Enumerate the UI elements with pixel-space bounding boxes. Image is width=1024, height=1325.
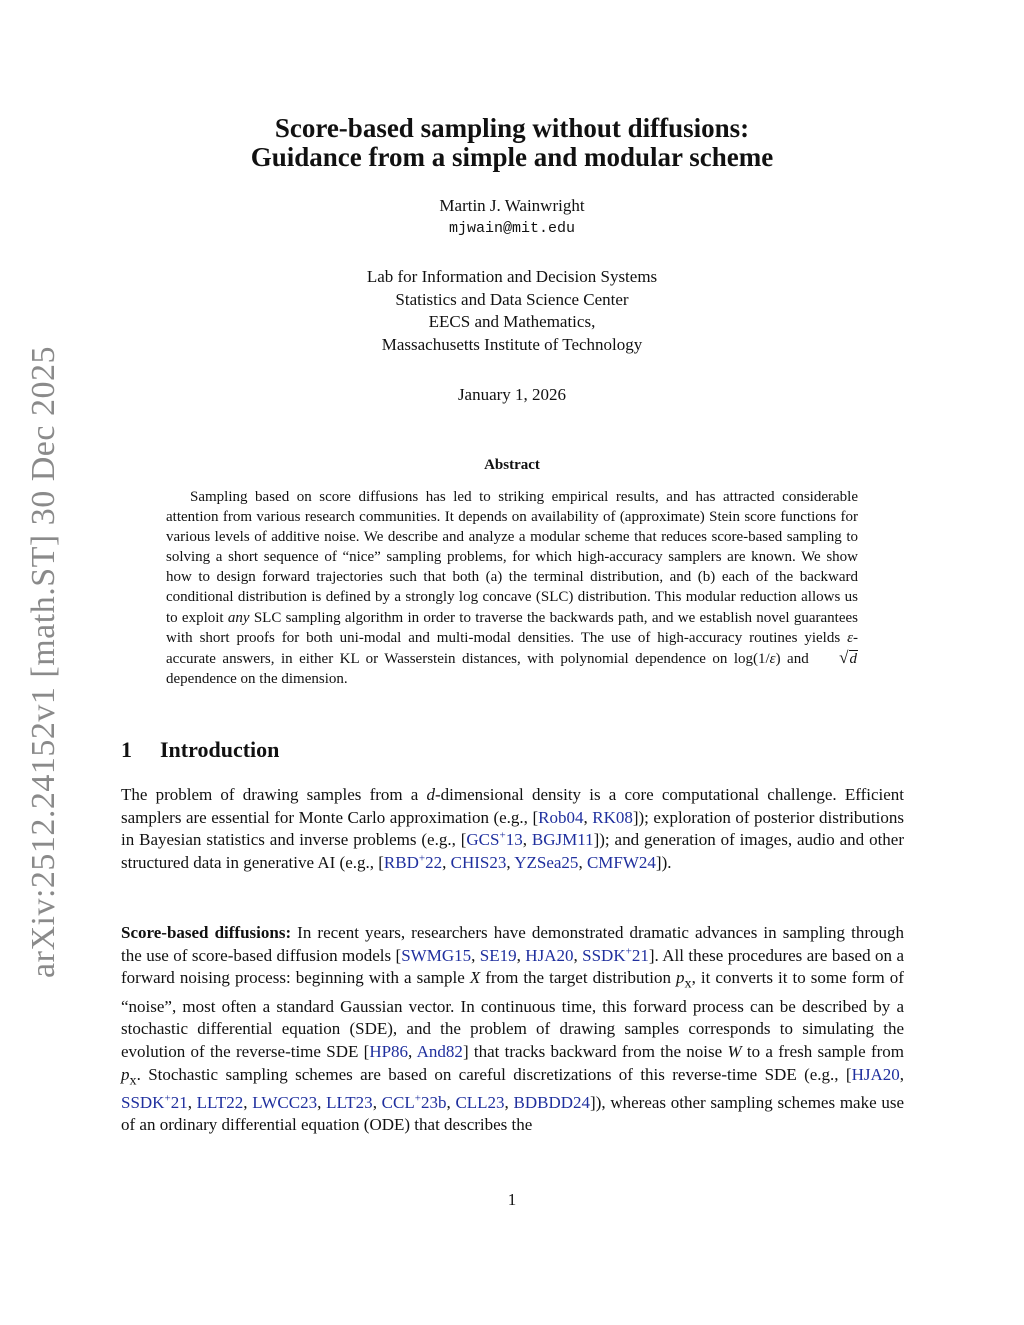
arxiv-side-stamp: arXiv:2512.24152v1 [math.ST] 30 Dec 2025: [25, 346, 62, 978]
math-sqrt-d: [815, 648, 858, 669]
citation-link[interactable]: SE19: [479, 945, 517, 965]
text-run: ,: [442, 853, 451, 873]
affiliations: [0, 266, 1024, 357]
text-run: In recent years, researchers have demonstrated dramatic advances in sampling through the use of score-based diffusion models [: [121, 923, 904, 965]
sqrt-argument: d: [849, 650, 857, 667]
citation-link[interactable]: LLT23: [326, 1092, 373, 1112]
text-run: ,: [583, 807, 593, 827]
affiliation-line: Lab for Information and Decision Systems: [366, 267, 658, 286]
intro-paragraph-2: [121, 922, 904, 1137]
citation-link[interactable]: HJA20: [851, 1064, 900, 1084]
text-run: ,: [516, 945, 526, 965]
citation-link[interactable]: CLL23: [455, 1092, 505, 1112]
abstract-part: dependence on the dimension.: [166, 670, 348, 687]
text-run: ]. All these procedures are based on a forward noising process: beginning with a sample: [121, 945, 904, 988]
citation-link[interactable]: LWCC23: [252, 1092, 318, 1112]
citation-link[interactable]: BDBDD24: [513, 1092, 591, 1112]
citation-link[interactable]: RK08: [592, 807, 633, 827]
intro-paragraph-1: [121, 784, 904, 875]
text-run: ,: [522, 830, 532, 850]
text-run: ,: [317, 1092, 327, 1112]
abstract-emph-any: any: [227, 609, 250, 626]
sqrt-symbol: √: [839, 647, 849, 667]
citation-link[interactable]: [384, 853, 442, 872]
text-run: ,: [578, 853, 587, 873]
math-d: d: [426, 785, 436, 804]
text-run: The problem of drawing samples from a: [121, 785, 427, 804]
text-run: ,: [372, 1092, 382, 1112]
text-run: -dimensional density is a core computational challenge. Efficient samplers are essential for Monte Carlo approximation (e.g., [: [121, 785, 905, 827]
section-title: Introduction: [160, 737, 280, 762]
abstract-part: ) and: [775, 650, 816, 667]
text-run: ] that tracks backward from the noise: [462, 1041, 728, 1061]
citation-link[interactable]: CMFW24: [586, 853, 656, 873]
math-sub-x: x: [129, 1072, 137, 1088]
page-number: 1: [507, 1190, 517, 1209]
citation-sup: +: [164, 1092, 171, 1105]
text-run: ,: [408, 1041, 417, 1061]
affiliation-line: Massachusetts Institute of Technology: [381, 335, 643, 355]
citation-link[interactable]: [582, 946, 649, 965]
text-run: ,: [899, 1064, 904, 1084]
citation-link[interactable]: YZSea25: [514, 853, 579, 873]
citation-link[interactable]: [121, 1093, 188, 1112]
citation-text: GCS: [466, 830, 500, 850]
citation-text: 21: [631, 945, 649, 965]
abstract-heading: Abstract: [484, 457, 540, 473]
text-run: ,: [504, 1092, 514, 1112]
citation-link[interactable]: HJA20: [525, 945, 574, 965]
title-line-1: Score-based sampling without diffusions:: [274, 113, 750, 143]
citation-sup: +: [625, 945, 632, 958]
citation-link[interactable]: HP86: [369, 1041, 409, 1061]
citation-text: RBD: [383, 853, 419, 873]
citation-link[interactable]: [382, 1093, 447, 1112]
paper-title: [0, 114, 1024, 172]
citation-link[interactable]: [466, 830, 522, 849]
affiliation-line: Statistics and Data Science Center: [395, 289, 629, 309]
abstract-text: [166, 487, 858, 689]
math-p: p: [676, 968, 685, 988]
math-X: X: [469, 968, 481, 988]
citation-sup: +: [499, 829, 506, 842]
math-sub-x: x: [684, 975, 692, 992]
text-run: to a fresh sample from: [741, 1041, 905, 1061]
citation-link[interactable]: CHIS23: [450, 853, 507, 873]
text-run: from the target distribution: [480, 968, 677, 988]
text-run: ,: [471, 945, 480, 965]
math-p: p: [121, 1064, 130, 1084]
math-W: W: [727, 1041, 742, 1061]
citation-link[interactable]: SWMG15: [401, 945, 472, 965]
citation-text: 23b: [420, 1092, 447, 1112]
text-run: ,: [506, 853, 515, 873]
text-run: , it converts it to some form of “noise”, most often a standard Gaussian vector. In continuous time, this forward process can be described by a stochastic differential equation (SDE), and the problem of drawing samples corresponds to simulating the evolution of the reverse-time SDE [: [121, 968, 904, 1061]
citation-text: SSDK: [121, 1092, 165, 1112]
text-run: ,: [446, 1092, 456, 1112]
math-epsilon: ε: [847, 629, 853, 646]
abstract-part: SLC sampling algorithm in order to traverse the backwards path, and we establish novel guarantees with short proofs for both uni-modal and multi-modal densities. The use of high-accuracy routines yields: [166, 609, 859, 646]
citation-text: 13: [505, 830, 523, 850]
citation-sup: +: [418, 852, 426, 865]
citation-text: CCL: [381, 1092, 415, 1112]
text-run: ,: [243, 1092, 253, 1112]
text-run: ,: [187, 1092, 197, 1112]
paragraph-lead: Score-based diffusions:: [121, 923, 292, 942]
citation-link[interactable]: Rob04: [538, 807, 584, 827]
citation-link[interactable]: LLT22: [196, 1092, 244, 1112]
affiliation-line: EECS and Mathematics,: [428, 312, 596, 332]
paper-date: January 1, 2026: [457, 385, 567, 404]
text-run: ,: [573, 945, 583, 965]
text-run: ]); and generation of images, audio and other structured data in generative AI (e.g., [: [121, 830, 904, 873]
citation-link[interactable]: BGJM11: [531, 830, 594, 850]
citation-text: 21: [170, 1092, 188, 1112]
abstract-part: Sampling based on score diffusions has led to striking empirical results, and has attracted considerable attention from various research communities. It depends on availability of (approximate) Stein score functions for various levels of additive noise. We describe and analyze a modular scheme that reduces score-based sampling to solving a short sequence of “nice” sampling problems, for which high-accuracy samplers are known. We show how to design forward trajectories such that both (a) the terminal distribution, and (b) each of the backward conditional distribution is defined by a strongly log concave (SLC) distribution. This modular reduction allows us to exploit: [166, 489, 858, 626]
math-epsilon: ε: [769, 650, 776, 667]
abstract-part: -accurate answers, in either KL or Wasserstein distances, with polynomial dependence on log(1/: [166, 629, 858, 667]
citation-text: 22: [425, 853, 443, 873]
text-run: . Stochastic sampling schemes are based on careful discretizations of this reverse-time SDE (e.g., [: [136, 1064, 852, 1084]
citation-link[interactable]: And82: [416, 1041, 463, 1061]
text-run: ]), whereas other sampling schemes make use of an ordinary differential equation (ODE) that describes the: [121, 1092, 905, 1135]
section-number: 1: [121, 737, 132, 762]
text-run: ]).: [655, 853, 672, 873]
author-name: Martin J. Wainwright: [439, 196, 585, 215]
author-email: mjwain@mit.edu: [448, 220, 576, 237]
citation-text: SSDK: [582, 945, 626, 965]
citation-sup: +: [414, 1092, 421, 1105]
section-heading: [121, 737, 279, 763]
title-line-2: Guidance from a simple and modular scheme: [250, 142, 774, 172]
text-run: ]); exploration of posterior distributions in Bayesian statistics and inverse problems (e.g., [: [121, 807, 904, 850]
